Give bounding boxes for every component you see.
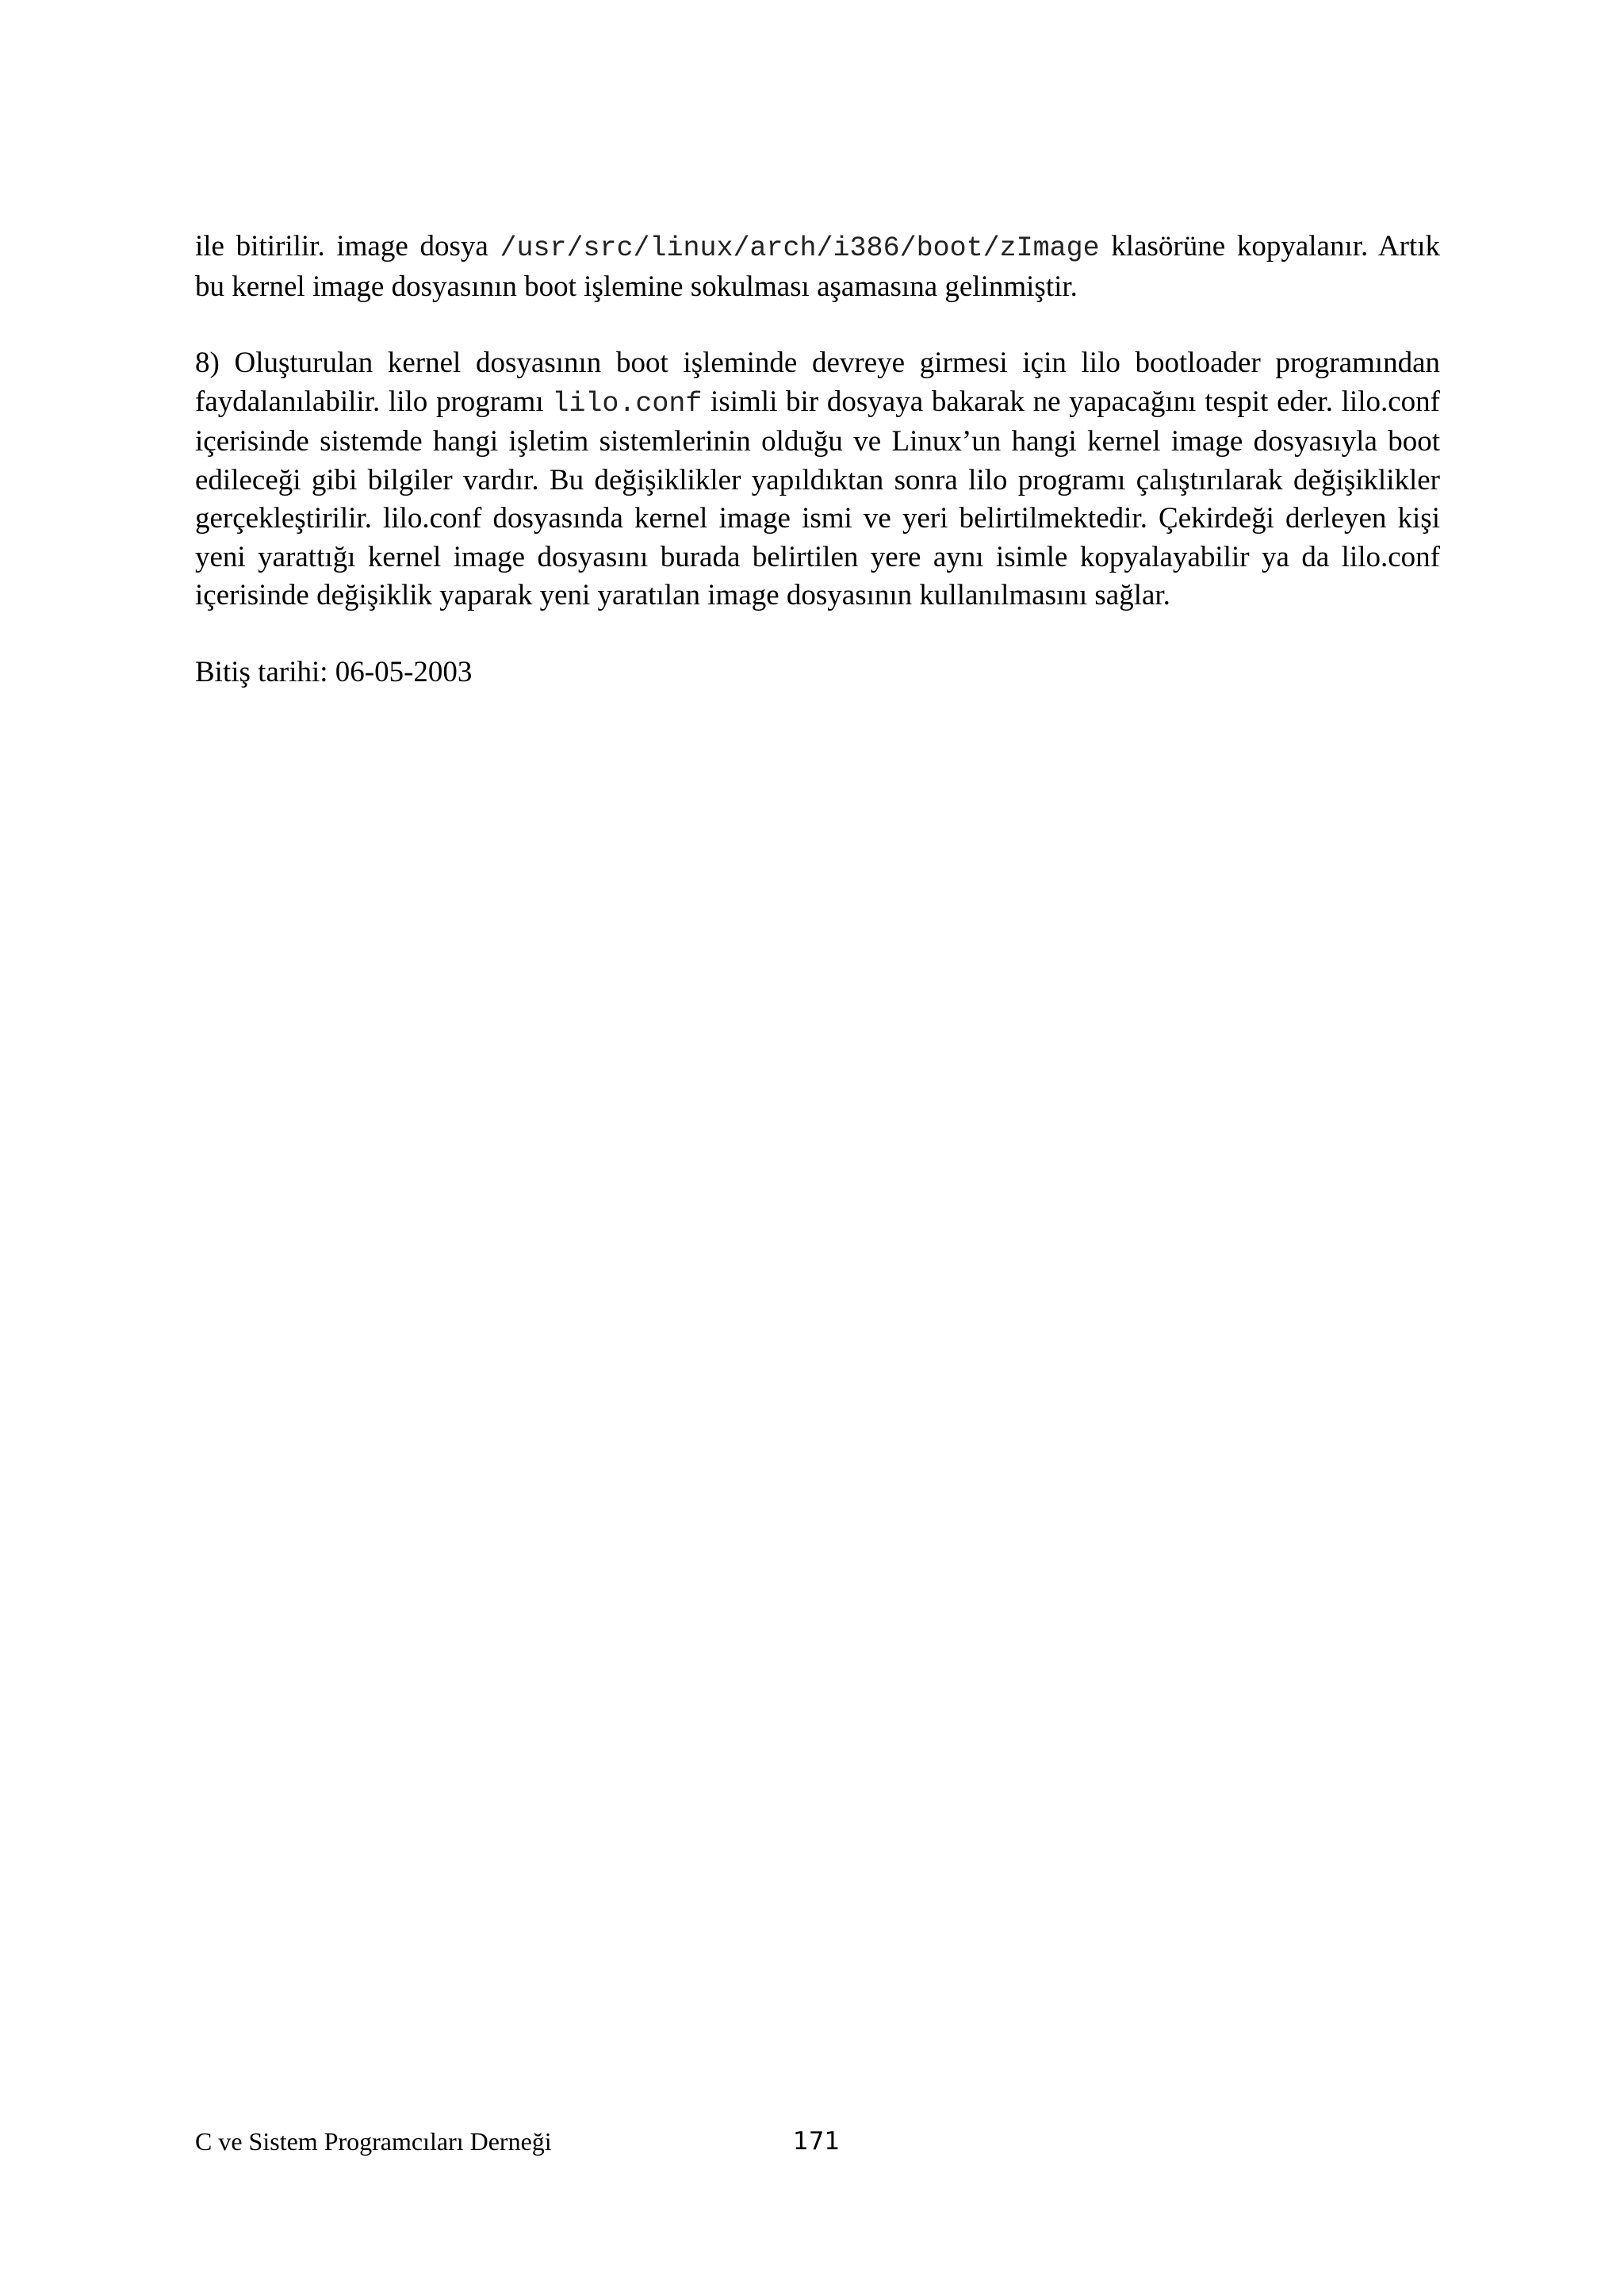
- text-segment: klasörüne kopyalanır. Artık bu kernel image dosyasının boot işlemine sokulması aşamasına gelinmiştir.: [195, 230, 1440, 303]
- code-path: /usr/src/linux/arch/i386/boot/zImage: [500, 232, 1100, 264]
- page-number: 171: [793, 2127, 841, 2156]
- footer-organization: C ve Sistem Programcıları Derneği: [195, 2127, 552, 2156]
- text-segment: ile bitirilir. image dosya: [195, 230, 500, 263]
- body-text: [195, 228, 1440, 730]
- end-date-text: Bitiş tarihi: 06-05-2003: [195, 655, 473, 688]
- code-filename: lilo.conf: [552, 387, 703, 420]
- paragraph-lilo: [195, 344, 1440, 615]
- paragraph-end-date: [195, 654, 1440, 692]
- text-segment: 8) Oluşturulan kernel dosyasının boot işleminde devreye girmesi için lilo bootloader programından faydalanılabilir. lilo programı: [195, 347, 1440, 418]
- paragraph-kernel-copy: [195, 228, 1440, 306]
- text-segment: isimli bir dosyaya bakarak ne yapacağını tespit eder. lilo.conf içerisinde sistemde hangi işletim sistemlerinin olduğu ve Linux’un hangi kernel image dosyasıyla boot edileceği gibi bilgiler vardır. Bu değişiklikler yapıldıktan sonra lilo programı çalıştırılarak değişiklikler gerçekleştirilir. lilo.conf dosyasında kernel image ismi ve yeri belirtilmektedir. Çekirdeği derleyen kişi yeni yarattığı kernel image dosyasını burada belirtilen yere aynı isimle kopyalayabilir ya da lilo.conf içerisinde değişiklik yaparak yeni yaratılan image dosyasının kullanılmasını sağlar.: [195, 385, 1440, 611]
